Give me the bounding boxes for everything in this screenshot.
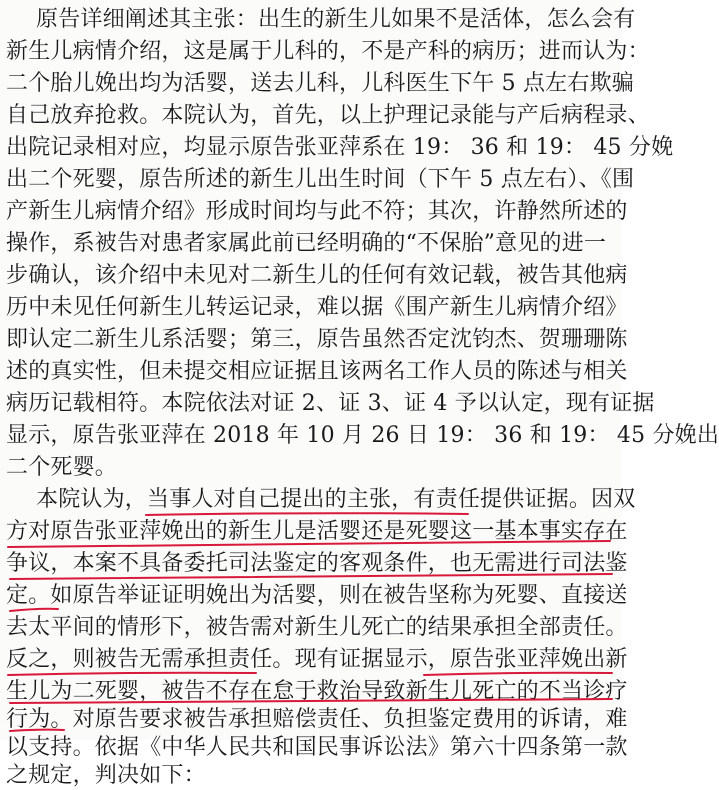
paragraph-2-line-7: 生儿为二死婴，被告不存在怠于救治导致新生儿死亡的不当诊疗 [6, 679, 628, 704]
paragraph-1-line-8: 操作，系被告对患者家属此前已经明确的“不保胎”意见的进一 [6, 231, 607, 256]
paragraph-2-line-5: 去太平间的情形下，被告需对新生儿死亡的结果承担全部责任。 [6, 615, 628, 640]
paragraph-1-line-1: 原告详细阐述其主张：出生的新生儿如果不是活体，怎么会有 [36, 7, 636, 32]
highlighted-text-1: 当事人对自己提出的主张，有责任提供证据。 [147, 487, 592, 512]
paragraph-2-line-6 [6, 646, 628, 674]
paragraph-1-line-10: 历中未见任何新生儿转运记录，难以据《围产新生儿病情介绍》 [6, 295, 628, 320]
paragraph-2-line-1-post: 因双 [591, 487, 636, 512]
paragraph-2-line-1 [36, 486, 635, 514]
highlighted-text-5: 行为。 [6, 707, 73, 732]
paragraph-1-line-6: 出二个死婴，原告所述的新生儿出生时间（下午 5 点左右）、《围 [6, 167, 635, 192]
paragraph-2-line-6-mid: 现有证据显示， [294, 647, 451, 672]
paragraph-1-line-15: 二个死婴。 [6, 455, 118, 480]
paragraph-1-line-4: 自己放弃抢救。本院认为，首先，以上护理记录能与产后病程录、 [6, 103, 650, 128]
paragraph-2-line-4 [6, 582, 628, 610]
paragraph-1-line-14: 显示，原告张亚萍在 2018 年 10 月 26 日 19： 36 和 19： 45 分娩出 [6, 423, 719, 448]
paragraph-1-line-12: 述的真实性，但未提交相应证据且该两名工作人员的陈述与相关 [6, 359, 628, 384]
paragraph-1-line-3: 二个胎儿娩出均为活婴，送去儿科，儿科医生下午 5 点左右欺骗 [6, 71, 634, 96]
paragraph-1-line-2: 新生儿病情介绍，这是属于儿科的，不是产科的病历；进而认为： [6, 39, 650, 64]
paragraph-1-line-13: 病历记载相符。本院依法对证 2、证 3、证 4 予以认定，现有证据 [6, 391, 655, 416]
highlighted-text-2: 定。 [6, 583, 51, 608]
paragraph-2-line-9: 以支持。依据《中华人民共和国民事诉讼法》第六十四条第一款 [6, 735, 628, 760]
paragraph-2-line-4-post: 如原告举证证明娩出为活婴，则在被告坚称为死婴、直接送 [50, 583, 628, 608]
paragraph-2-line-10: 之规定，判决如下： [6, 763, 206, 788]
paragraph-1-line-7: 产新生儿病情介绍》形成时间均与此不符；其次，许静然所述的 [6, 199, 628, 224]
paragraph-1-line-11: 即认定二新生儿系活婴；第三，原告虽然否定沈钧杰、贺珊珊陈 [6, 327, 628, 352]
paragraph-1-line-5: 出院记录相对应，均显示原告张亚萍系在 19： 36 和 19： 45 分娩 [6, 135, 674, 160]
paragraph-2-line-1-pre: 本院认为， [36, 487, 148, 512]
paragraph-2-line-8-post: 对原告要求被告承担赔偿责任、负担鉴定费用的诉请，难 [72, 707, 628, 732]
paragraph-2-line-3: 争议，本案不具备委托司法鉴定的客观条件，也无需进行司法鉴 [6, 551, 628, 576]
paragraph-1-line-9: 步确认，该介绍中未见对二新生儿的任何有效记载，被告其他病 [6, 263, 628, 288]
paragraph-2-line-2: 方对原告张亚萍娩出的新生儿是活婴还是死婴这一基本事实存在 [6, 519, 628, 544]
highlighted-text-4: 原告张亚萍娩出新 [450, 647, 628, 672]
highlighted-text-3: 反之，则被告无需承担责任。 [6, 647, 295, 672]
paragraph-2-line-8 [6, 706, 628, 734]
